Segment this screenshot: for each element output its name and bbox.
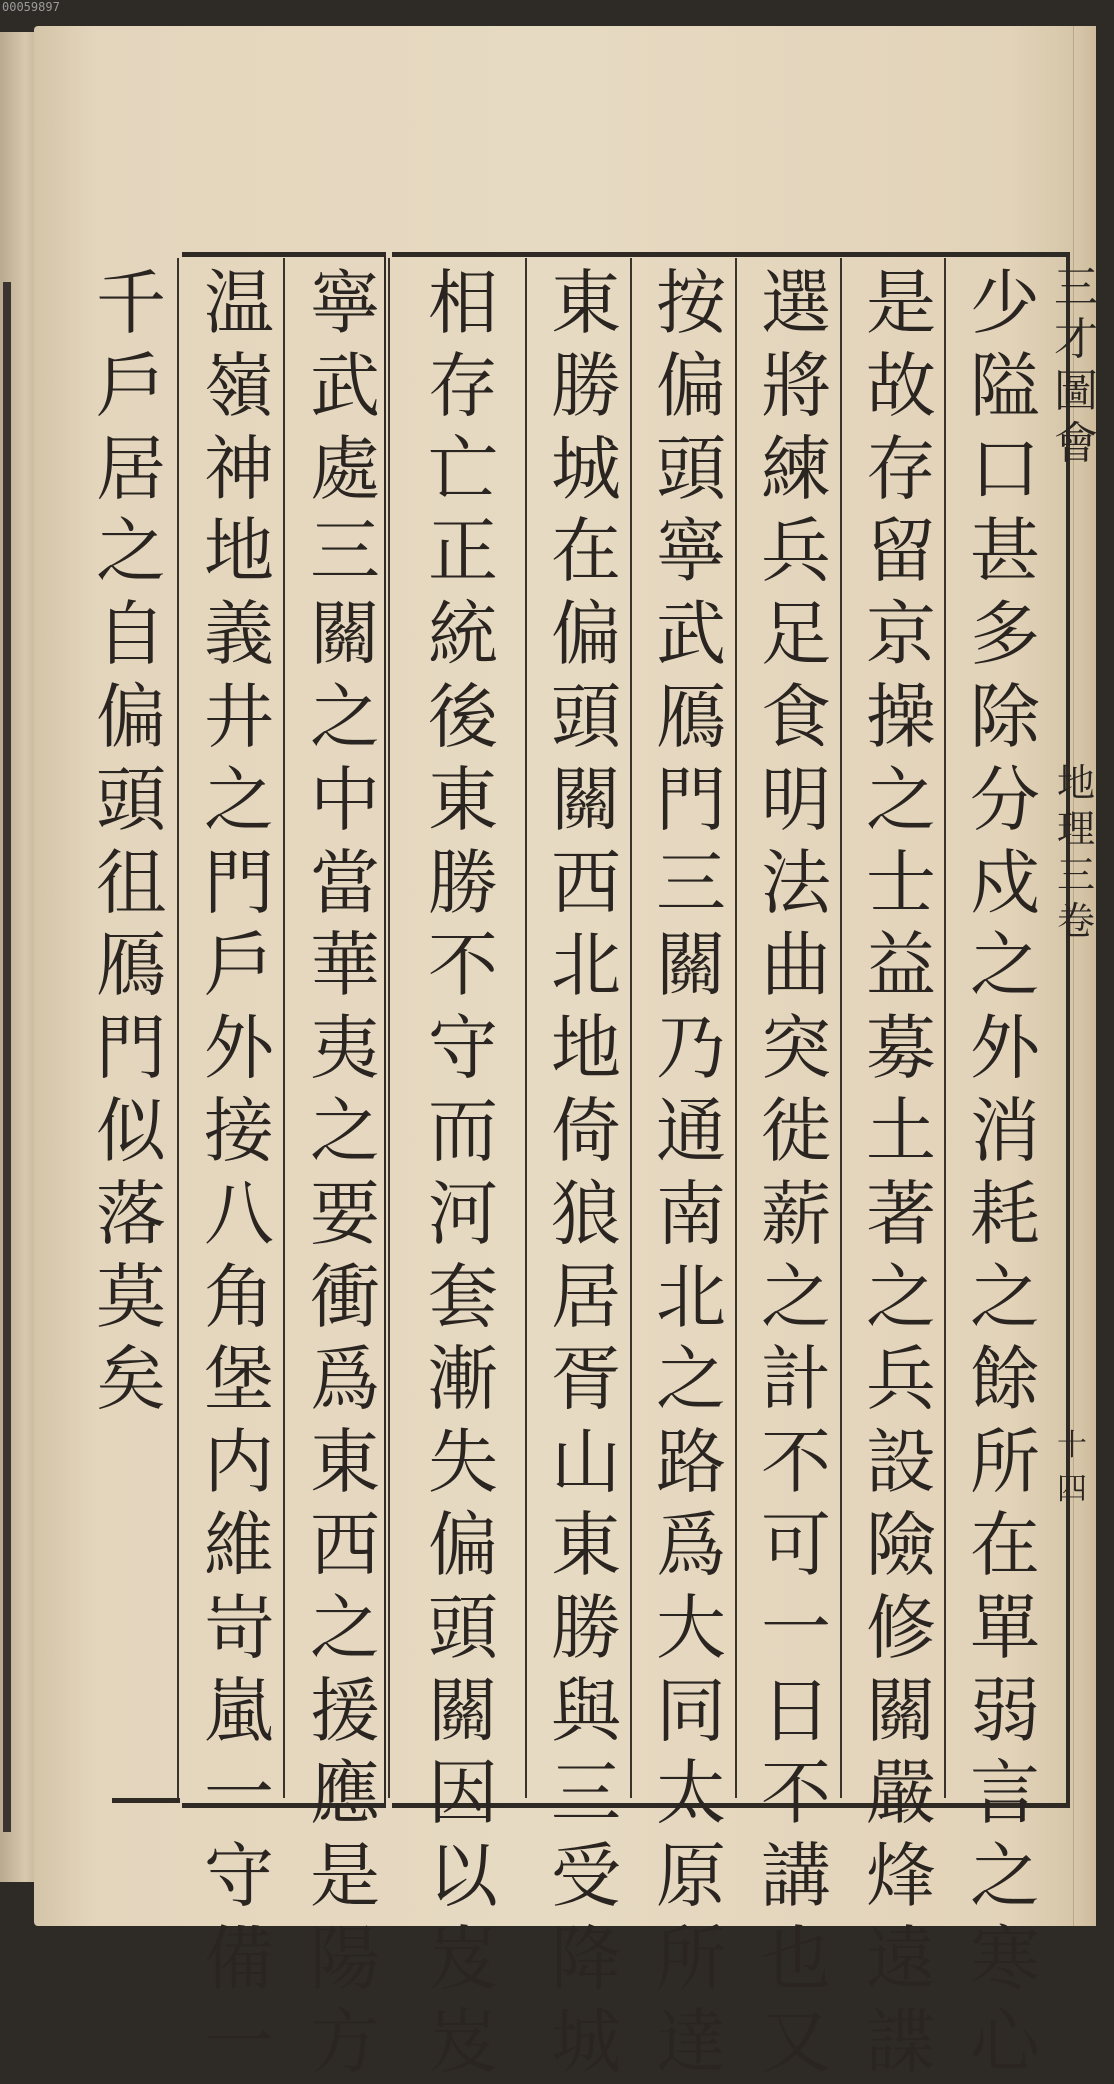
glyph: 頭 — [96, 758, 166, 841]
glyph: 處 — [310, 427, 380, 510]
glyph: 降 — [551, 1917, 621, 2000]
text-column-8 — [200, 262, 278, 2084]
glyph: 河 — [428, 1172, 498, 1255]
glyph: 嵐 — [204, 1669, 274, 1752]
column-rule — [177, 258, 179, 1798]
glyph: 又 — [761, 2000, 831, 2083]
glyph: 頭 — [551, 675, 621, 758]
glyph: 南 — [656, 1172, 726, 1255]
glyph: 三 — [656, 841, 726, 924]
glyph: 神 — [204, 427, 274, 510]
column-rule — [944, 258, 946, 1798]
glyph: 之 — [204, 758, 274, 841]
glyph: 除 — [970, 675, 1040, 758]
glyph: 相 — [428, 262, 498, 344]
glyph: 勝 — [551, 344, 621, 427]
glyph: 一 — [204, 1752, 274, 1835]
glyph: 以 — [428, 1835, 498, 1918]
glyph: 曲 — [761, 924, 831, 1007]
glyph: 口 — [970, 427, 1040, 510]
text-column-2 — [862, 262, 940, 2084]
glyph: 中 — [310, 758, 380, 841]
glyph: 兵 — [761, 510, 831, 593]
glyph: 一 — [761, 1586, 831, 1669]
glyph: 維 — [204, 1503, 274, 1586]
text-column-7 — [306, 262, 384, 2084]
glyph: 義 — [204, 593, 274, 676]
glyph: 太 — [656, 1752, 726, 1835]
glyph: 岌 — [428, 1917, 498, 2000]
glyph: 路 — [656, 1421, 726, 1504]
glyph: 之 — [970, 1255, 1040, 1338]
column-rule — [630, 258, 632, 1798]
glyph: 修 — [866, 1586, 936, 1669]
glyph: 狼 — [551, 1172, 621, 1255]
glyph: 偏 — [551, 593, 621, 676]
glyph: 戶 — [204, 924, 274, 1007]
glyph: 門 — [96, 1007, 166, 1090]
glyph: 著 — [866, 1172, 936, 1255]
glyph: 選 — [761, 262, 831, 344]
glyph: 勝 — [551, 1586, 621, 1669]
glyph: 莫 — [96, 1255, 166, 1338]
glyph: 失 — [428, 1421, 498, 1504]
glyph: 法 — [761, 841, 831, 924]
glyph: 卷 — [1056, 899, 1095, 943]
text-column-5 — [547, 262, 625, 2084]
glyph: 内 — [204, 1421, 274, 1504]
glyph: 受 — [551, 1835, 621, 1918]
glyph: 存 — [866, 427, 936, 510]
margin-book-title — [1056, 262, 1096, 470]
glyph: 武 — [656, 593, 726, 676]
glyph: 勝 — [428, 841, 498, 924]
glyph: 之 — [310, 675, 380, 758]
glyph: 大 — [656, 1586, 726, 1669]
glyph: 亡 — [428, 427, 498, 510]
glyph: 守 — [204, 1835, 274, 1918]
glyph: 城 — [551, 2000, 621, 2083]
glyph: 爲 — [656, 1503, 726, 1586]
glyph: 寒 — [970, 1917, 1040, 2000]
glyph: 千 — [96, 262, 166, 344]
column-rule — [283, 258, 285, 1798]
glyph: 關 — [866, 1669, 936, 1752]
text-column-9 — [92, 262, 170, 1421]
glyph: 食 — [761, 675, 831, 758]
glyph: 城 — [551, 427, 621, 510]
glyph: 落 — [96, 1172, 166, 1255]
glyph: 募 — [866, 1007, 936, 1090]
margin-section-label — [1056, 760, 1096, 944]
glyph: 倚 — [551, 1089, 621, 1172]
glyph: 備 — [204, 1917, 274, 2000]
glyph: 頭 — [428, 1586, 498, 1669]
glyph: 西 — [551, 841, 621, 924]
glyph: 戍 — [970, 841, 1040, 924]
glyph: 故 — [866, 344, 936, 427]
glyph: 存 — [428, 344, 498, 427]
column-rule — [840, 258, 842, 1798]
glyph: 矣 — [96, 1338, 166, 1421]
glyph: 偏 — [656, 344, 726, 427]
glyph: 同 — [656, 1669, 726, 1752]
glyph: 温 — [204, 262, 274, 344]
glyph: 角 — [204, 1255, 274, 1338]
glyph: 按 — [656, 262, 726, 344]
glyph: 偏 — [428, 1503, 498, 1586]
column-rule — [388, 258, 390, 1798]
glyph: 接 — [204, 1089, 274, 1172]
glyph: 自 — [96, 593, 166, 676]
glyph: 關 — [656, 924, 726, 1007]
glyph: 達 — [656, 2000, 726, 2083]
glyph: 練 — [761, 427, 831, 510]
glyph: 士 — [866, 841, 936, 924]
column-rule — [735, 258, 737, 1798]
glyph: 陽 — [310, 1917, 380, 2000]
glyph: 益 — [866, 924, 936, 1007]
glyph: 足 — [761, 593, 831, 676]
glyph: 在 — [551, 510, 621, 593]
glyph: 八 — [204, 1172, 274, 1255]
glyph: 東 — [428, 758, 498, 841]
glyph: 鴈 — [96, 924, 166, 1007]
text-column-3 — [757, 262, 835, 2084]
glyph: 方 — [310, 2000, 380, 2083]
glyph: 遠 — [866, 1917, 936, 2000]
glyph: 之 — [310, 1089, 380, 1172]
glyph: 之 — [970, 924, 1040, 1007]
glyph: 三 — [310, 510, 380, 593]
glyph: 之 — [761, 1255, 831, 1338]
glyph: 多 — [970, 593, 1040, 676]
glyph: 言 — [970, 1752, 1040, 1835]
glyph: 一 — [204, 2000, 274, 2083]
previous-page-border — [3, 282, 11, 1832]
glyph: 戶 — [96, 344, 166, 427]
glyph: 日 — [761, 1669, 831, 1752]
glyph: 突 — [761, 1007, 831, 1090]
glyph: 才 — [1054, 314, 1098, 365]
text-column-6 — [424, 262, 502, 2084]
glyph: 心 — [970, 2000, 1040, 2083]
glyph: 地 — [1056, 761, 1095, 805]
glyph: 當 — [310, 841, 380, 924]
glyph: 關 — [310, 593, 380, 676]
glyph: 是 — [866, 262, 936, 344]
glyph: 居 — [96, 427, 166, 510]
glyph: 西 — [310, 1503, 380, 1586]
glyph: 險 — [866, 1503, 936, 1586]
glyph: 守 — [428, 1007, 498, 1090]
glyph: 關 — [551, 758, 621, 841]
glyph: 土 — [866, 1089, 936, 1172]
glyph: 隘 — [970, 344, 1040, 427]
glyph: 諜 — [866, 2000, 936, 2083]
glyph: 操 — [866, 675, 936, 758]
glyph: 北 — [551, 924, 621, 1007]
glyph: 漸 — [428, 1338, 498, 1421]
glyph: 東 — [310, 1421, 380, 1504]
glyph: 外 — [204, 1007, 274, 1090]
glyph: 嚴 — [866, 1752, 936, 1835]
glyph: 而 — [428, 1089, 498, 1172]
glyph: 鴈 — [656, 675, 726, 758]
glyph: 岌 — [428, 2000, 498, 2083]
glyph: 要 — [310, 1172, 380, 1255]
glyph: 是 — [310, 1835, 380, 1918]
glyph: 似 — [96, 1089, 166, 1172]
glyph: 消 — [970, 1089, 1040, 1172]
glyph: 援 — [310, 1669, 380, 1752]
glyph: 會 — [1054, 418, 1098, 469]
glyph: 不 — [761, 1752, 831, 1835]
glyph: 通 — [656, 1089, 726, 1172]
glyph: 頭 — [656, 427, 726, 510]
glyph: 圖 — [1054, 366, 1098, 417]
glyph: 之 — [310, 1586, 380, 1669]
glyph: 東 — [551, 262, 621, 344]
glyph: 套 — [428, 1255, 498, 1338]
glyph: 三 — [1054, 262, 1098, 313]
text-column-1 — [966, 262, 1044, 2084]
glyph: 之 — [970, 1835, 1040, 1918]
glyph: 京 — [866, 593, 936, 676]
glyph: 三 — [1056, 853, 1095, 897]
scan-id-label: 00059897 — [2, 0, 60, 14]
glyph: 乃 — [656, 1007, 726, 1090]
glyph: 門 — [204, 841, 274, 924]
glyph: 胥 — [551, 1338, 621, 1421]
glyph: 之 — [866, 1255, 936, 1338]
glyph: 之 — [96, 510, 166, 593]
glyph: 單 — [970, 1586, 1040, 1669]
glyph: 計 — [761, 1338, 831, 1421]
glyph: 不 — [428, 924, 498, 1007]
glyph: 也 — [761, 1917, 831, 2000]
glyph: 弱 — [970, 1669, 1040, 1752]
glyph: 寧 — [656, 510, 726, 593]
glyph: 北 — [656, 1255, 726, 1338]
glyph: 在 — [970, 1503, 1040, 1586]
glyph: 堡 — [204, 1338, 274, 1421]
glyph: 講 — [761, 1835, 831, 1918]
glyph: 設 — [866, 1421, 936, 1504]
glyph: 少 — [970, 262, 1040, 344]
glyph: 寧 — [310, 262, 380, 344]
glyph: 烽 — [866, 1835, 936, 1918]
glyph: 餘 — [970, 1338, 1040, 1421]
glyph: 東 — [551, 1503, 621, 1586]
glyph: 將 — [761, 344, 831, 427]
glyph: 偏 — [96, 675, 166, 758]
glyph: 薪 — [761, 1172, 831, 1255]
glyph: 明 — [761, 758, 831, 841]
glyph: 三 — [551, 1752, 621, 1835]
glyph: 徙 — [761, 1089, 831, 1172]
glyph: 可 — [761, 1503, 831, 1586]
glyph: 耗 — [970, 1172, 1040, 1255]
glyph: 兵 — [866, 1338, 936, 1421]
glyph: 外 — [970, 1007, 1040, 1090]
glyph: 井 — [204, 675, 274, 758]
glyph: 地 — [551, 1007, 621, 1090]
glyph: 爲 — [310, 1338, 380, 1421]
glyph: 理 — [1056, 807, 1095, 851]
glyph: 夷 — [310, 1007, 380, 1090]
glyph: 所 — [970, 1421, 1040, 1504]
margin-page-number: 十四 — [1057, 1428, 1087, 1507]
glyph: 正 — [428, 510, 498, 593]
previous-page-edge — [0, 32, 36, 1882]
glyph: 留 — [866, 510, 936, 593]
glyph: 門 — [656, 758, 726, 841]
glyph: 岢 — [204, 1586, 274, 1669]
glyph: 之 — [866, 758, 936, 841]
glyph: 統 — [428, 593, 498, 676]
glyph: 之 — [656, 1338, 726, 1421]
glyph: 所 — [656, 1917, 726, 2000]
glyph: 不 — [761, 1421, 831, 1504]
glyph: 華 — [310, 924, 380, 1007]
glyph: 應 — [310, 1752, 380, 1835]
glyph: 分 — [970, 758, 1040, 841]
glyph: 原 — [656, 1835, 726, 1918]
text-column-4 — [652, 262, 730, 2084]
glyph: 地 — [204, 510, 274, 593]
glyph: 武 — [310, 344, 380, 427]
glyph: 徂 — [96, 841, 166, 924]
glyph: 嶺 — [204, 344, 274, 427]
glyph: 關 — [428, 1669, 498, 1752]
column-rule — [525, 258, 527, 1798]
glyph: 衝 — [310, 1255, 380, 1338]
glyph: 甚 — [970, 510, 1040, 593]
glyph: 山 — [551, 1421, 621, 1504]
glyph: 與 — [551, 1669, 621, 1752]
glyph: 居 — [551, 1255, 621, 1338]
glyph: 因 — [428, 1752, 498, 1835]
glyph: 後 — [428, 675, 498, 758]
